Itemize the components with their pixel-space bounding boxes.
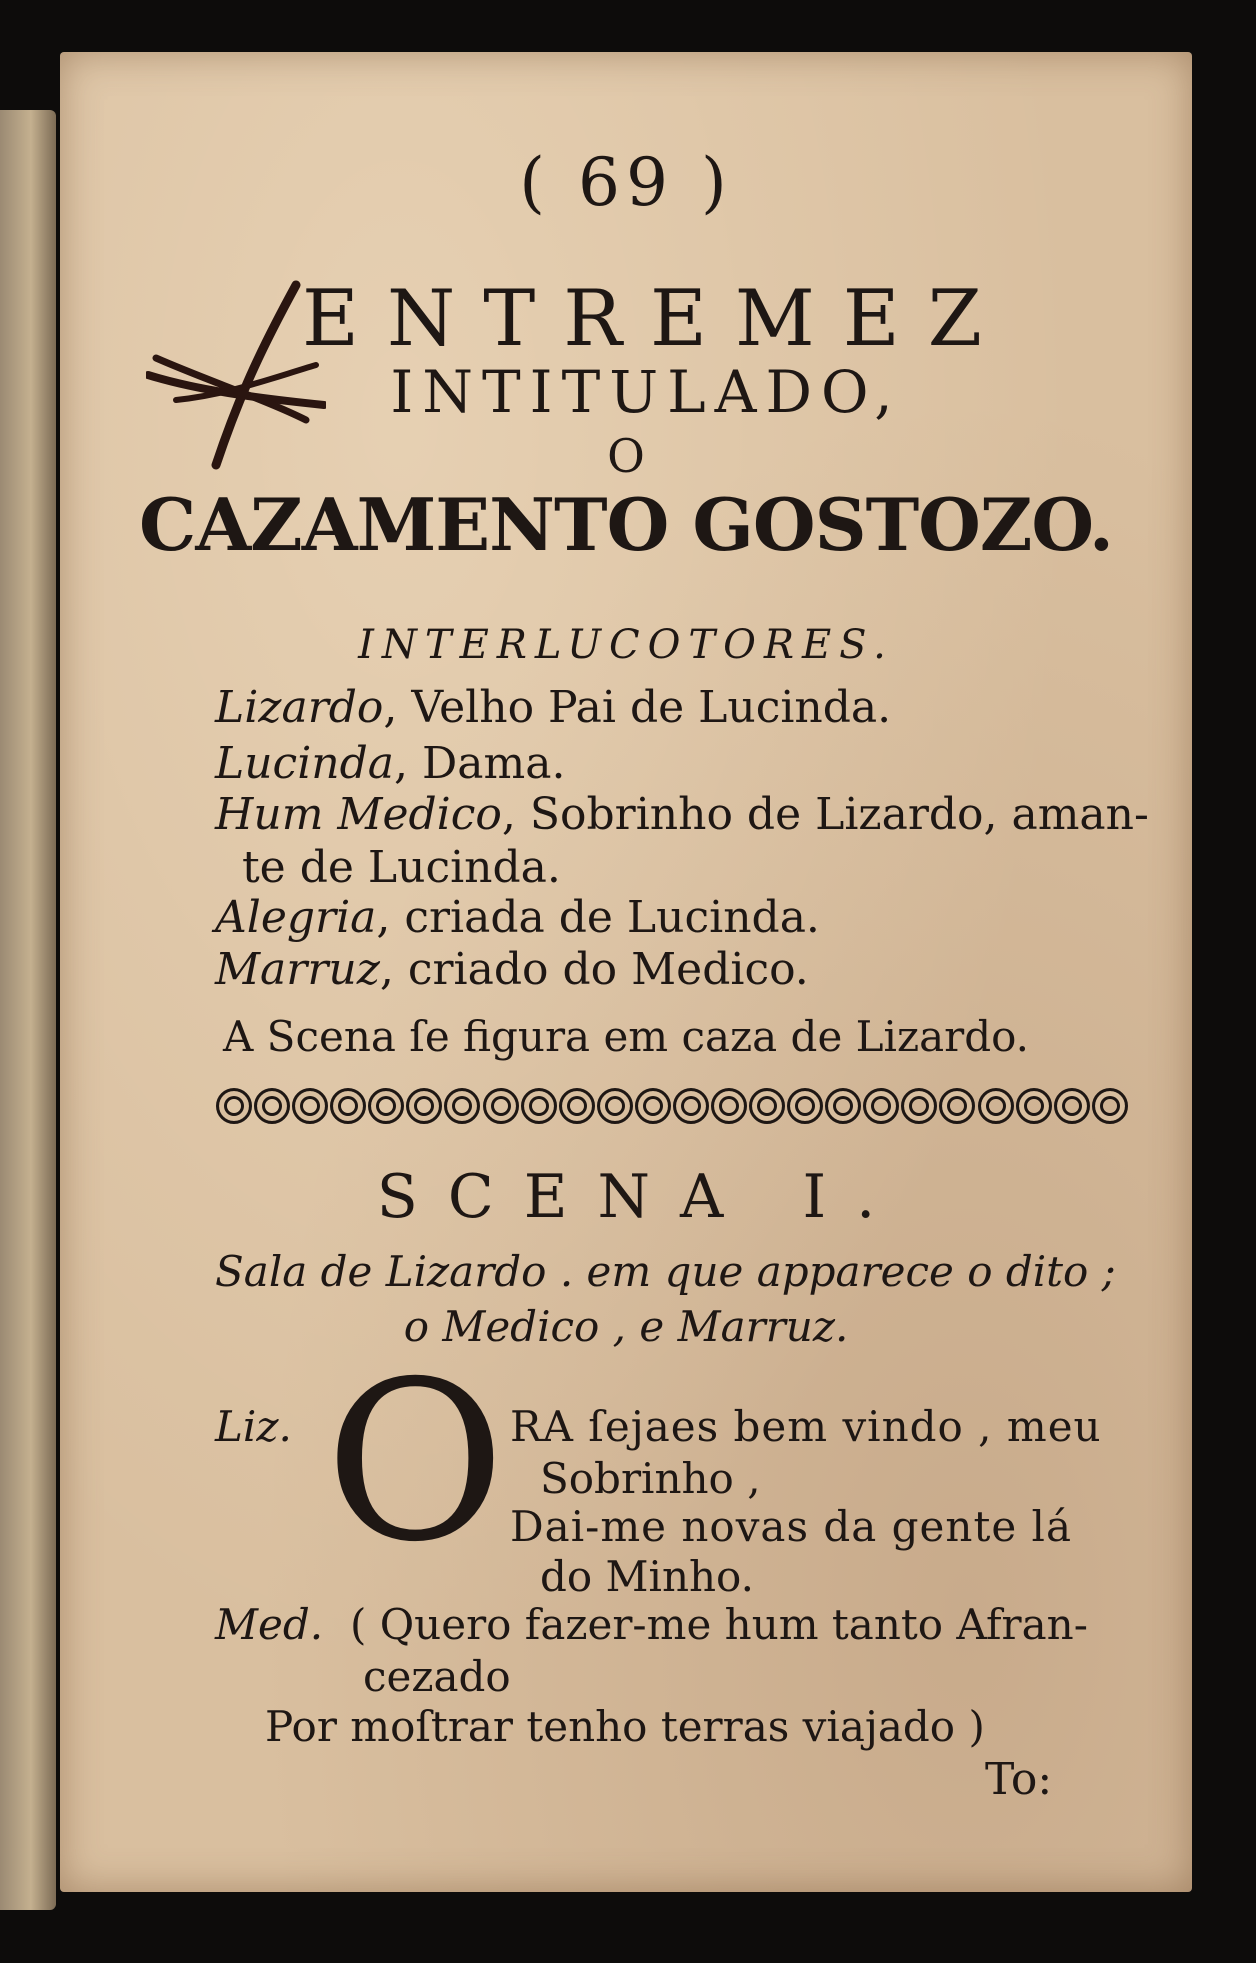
cast-desc: , criado do Medico. bbox=[379, 944, 809, 995]
title-line-4: CAZAMENTO GOSTOZO. bbox=[139, 482, 1113, 567]
cast-desc: , Velho Pai de Lucinda. bbox=[383, 682, 892, 733]
cast-item bbox=[215, 682, 891, 733]
book-page bbox=[60, 52, 1192, 1892]
speaker-medico: Med. bbox=[215, 1600, 324, 1649]
catchword: To: bbox=[985, 1754, 1053, 1805]
verse-line-5: ( Quero fazer-me hum tanto Afran- bbox=[350, 1600, 1088, 1649]
page-number: ( 69 ) bbox=[519, 144, 733, 221]
drop-cap: O bbox=[325, 1334, 506, 1590]
title-line-2: INTITULADO, bbox=[390, 358, 902, 426]
verse-line-6: cezado bbox=[363, 1652, 511, 1701]
verse-line-4: do Minho. bbox=[540, 1552, 754, 1601]
title-line-3: O bbox=[607, 429, 645, 483]
cast-item bbox=[215, 789, 1149, 840]
scene-setting: A Scena ſe figura em caza de Lizardo. bbox=[223, 1012, 1029, 1061]
title-line-1: ENTREMEZ bbox=[302, 274, 1010, 364]
scene-description-line-2: o Medico , e Marruz. bbox=[403, 1302, 849, 1351]
cast-name: Hum Medico bbox=[215, 789, 502, 840]
ornament-divider bbox=[216, 1088, 1128, 1132]
cast-desc: , Sobrinho de Lizardo, aman- bbox=[501, 789, 1149, 840]
cast-name: Lucinda bbox=[215, 738, 395, 789]
speaker-lizardo: Liz. bbox=[215, 1402, 292, 1451]
cast-item bbox=[215, 738, 565, 789]
scene-description-line-1: Sala de Lizardo . em que apparece o dito ; bbox=[215, 1247, 1116, 1296]
cast-item bbox=[215, 944, 809, 995]
interlocutors-heading: INTERLUCOTORES. bbox=[358, 622, 894, 668]
verse-line-3: Dai-me novas da gente lá bbox=[510, 1502, 1073, 1551]
verse-line-2: Sobrinho , bbox=[540, 1454, 761, 1503]
cast-item-continuation: te de Lucinda. bbox=[242, 842, 561, 893]
cast-item bbox=[215, 892, 820, 943]
cast-name: Marruz bbox=[215, 944, 380, 995]
adjacent-page-edge bbox=[0, 110, 56, 1910]
verse-line-7: Por moſtrar tenho terras viajado ) bbox=[265, 1702, 985, 1751]
cast-desc: , criada de Lucinda. bbox=[376, 892, 820, 943]
cast-name: Alegria bbox=[215, 892, 377, 943]
verse-line-1: RA ſejaes bem vindo , meu bbox=[510, 1402, 1102, 1451]
scene-heading: SCENA I. bbox=[376, 1162, 906, 1232]
cast-desc: , Dama. bbox=[394, 738, 566, 789]
cast-name: Lizardo bbox=[215, 682, 384, 733]
